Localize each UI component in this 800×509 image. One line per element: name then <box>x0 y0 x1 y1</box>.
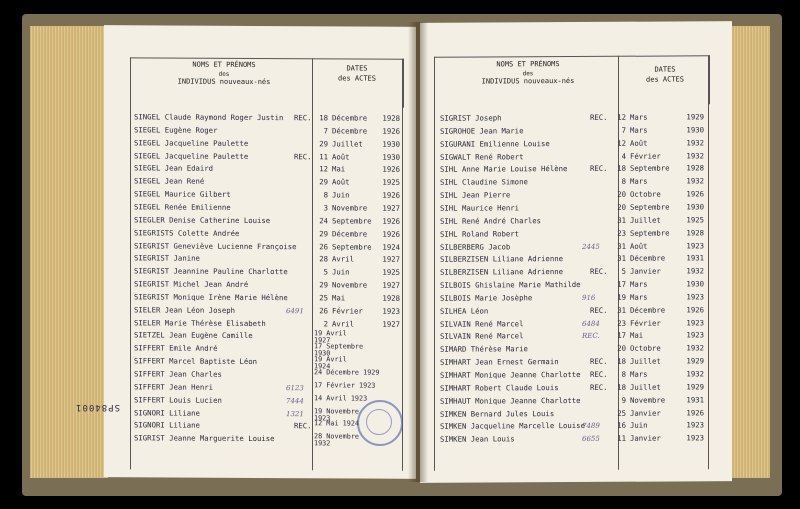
entry-date-line: 19 Novembre <box>314 406 360 416</box>
entry-row <box>440 150 710 163</box>
entry-row <box>134 124 404 137</box>
entry-row <box>440 291 710 304</box>
entry-name: SIMKEN Jacqueline Marcelle Louise <box>440 421 585 432</box>
entry-day: 29 <box>319 138 328 149</box>
entry-year: 1927 <box>382 319 400 329</box>
left-header-names-title: NOMS ET PRÉNOMS <box>192 60 256 69</box>
handwritten-annotation: 916 <box>582 293 596 302</box>
archive-stamp-icon <box>357 400 403 446</box>
entry-name: SIHL Claudine Simone <box>440 177 528 187</box>
entry-day: 18 <box>617 164 626 174</box>
left-header-dates-title: DATES <box>346 64 368 73</box>
entry-name: SIEGEL Eugène Roger <box>134 125 218 135</box>
entry-row <box>134 381 404 394</box>
entry-month: Août <box>332 177 350 187</box>
entry-date-line: 1923 <box>314 413 331 422</box>
entry-name: SIMHART Robert Claude Louis <box>440 382 559 393</box>
entry-month: Août <box>630 241 648 251</box>
entry-day: 5 <box>621 266 626 276</box>
entry-name: SIEGEL Jean Edaird <box>134 163 214 174</box>
entry-name: SIEGEL Maurice Gilbert <box>134 189 231 199</box>
entry-row <box>440 163 710 176</box>
entry-name: SIEGEL Jacqueline Paulette <box>134 138 249 148</box>
entry-name: SIMHART Jean Ernest Germain <box>440 357 559 367</box>
entry-name: SIHL René André Charles <box>440 215 542 226</box>
entry-year: 1925 <box>382 267 400 277</box>
entry-date-line: 1930 <box>314 349 331 358</box>
entry-name: SIEGEL Jacqueline Paulette <box>134 150 249 161</box>
left-header-des: des <box>218 70 230 78</box>
entry-name: SIETZEL Jean Eugène Camille <box>134 330 253 341</box>
entry-row <box>440 433 710 446</box>
entry-row <box>134 343 404 356</box>
entry-year: 1929 <box>686 356 704 366</box>
entry-year: 1932 <box>686 266 704 276</box>
right-column-rule-1 <box>434 57 435 471</box>
entry-row <box>134 317 404 330</box>
entry-row <box>440 253 710 266</box>
right-header-individus: INDIVIDUS nouveaux-nés <box>481 77 575 86</box>
entry-month: Mars <box>630 369 648 379</box>
entry-row <box>440 227 710 240</box>
entry-month: Février <box>630 318 661 328</box>
entry-day: 2 <box>323 318 328 328</box>
entry-year: 1932 <box>686 343 704 353</box>
entry-name: SIELER Marie Thérèse Elisabeth <box>134 317 266 328</box>
entry-name: SILVAIN René Marcel <box>440 331 524 342</box>
entry-year: 1923 <box>686 420 704 430</box>
entry-date-line: 1924 <box>314 362 331 371</box>
entry-year: 1927 <box>382 254 400 265</box>
handwritten-annotation: 6491 <box>286 306 304 315</box>
entry-name: SILBERBERG Jacob <box>440 241 511 252</box>
entry-row <box>440 330 710 343</box>
entry-name: SIFFERT Marcel Baptiste Léon <box>134 356 258 367</box>
entry-row <box>134 150 404 163</box>
entry-month: Mars <box>630 176 648 186</box>
entry-year: 1926 <box>382 216 400 226</box>
entry-month: Juin <box>630 421 648 431</box>
left-entries-list <box>134 111 404 448</box>
entry-name: SIGNORI Liliane <box>134 407 200 418</box>
entry-month: Février <box>332 306 363 316</box>
entry-name: SILBOIS Ghislaine Marie Mathilde <box>440 280 581 290</box>
entry-month: Janvier <box>630 266 661 276</box>
entry-row <box>134 240 404 253</box>
entry-day: 29 <box>319 280 328 290</box>
entry-name: SIGRIST Joseph <box>440 113 502 123</box>
entry-year: 1932 <box>686 150 704 160</box>
entry-month: Novembre <box>332 203 368 213</box>
entry-month: Décembre <box>332 113 368 123</box>
entry-rec-mark: REC. <box>590 356 608 367</box>
entry-rec-mark: REC. <box>590 112 608 122</box>
entry-name: SIMARD Thérèse Marie <box>440 344 528 355</box>
right-header-dates-title: DATES <box>654 65 676 74</box>
entry-date-line: 28 Novembre <box>314 432 360 441</box>
entry-month: Décembre <box>630 305 666 315</box>
entry-date-line: 17 Septembre <box>314 342 364 351</box>
entry-name: SIEGRIST Michel Jean André <box>134 279 249 289</box>
entry-year: 1926 <box>686 189 704 199</box>
entry-month: Décembre <box>630 253 666 264</box>
entry-year: 1923 <box>686 292 704 302</box>
entry-rec-mark: REC. <box>294 421 312 431</box>
entry-day: 28 <box>319 254 328 264</box>
entry-day: 18 <box>617 356 626 366</box>
entry-month: Septembre <box>630 163 670 174</box>
entry-date-line: 19 Avril <box>314 329 347 338</box>
entry-month: Octobre <box>630 189 661 199</box>
entry-month: Novembre <box>332 280 368 290</box>
handwritten-annotation: 7489 <box>582 422 600 431</box>
entry-day: 8 <box>621 176 626 187</box>
entry-day: 24 <box>319 216 328 226</box>
entry-row <box>134 291 404 304</box>
entry-row <box>440 343 710 356</box>
entry-row <box>134 368 404 381</box>
entry-rec-mark: REC. <box>590 369 608 379</box>
entry-day: 8 <box>323 190 328 200</box>
entry-year: 1930 <box>382 139 400 149</box>
entry-date-line: 12 Mai 1924 <box>314 419 360 428</box>
entry-year: 1926 <box>686 407 704 417</box>
entry-year: 1923 <box>686 240 704 250</box>
entry-name: SIGNORI Liliane <box>134 420 200 431</box>
entry-name: SIGURANI Emilienne Louise <box>440 138 550 149</box>
entry-name: SIFFERT Jean Henri <box>134 382 214 392</box>
entry-month: Juin <box>332 267 350 277</box>
entry-year: 1929 <box>686 382 704 392</box>
entry-name: SILVAIN René Marcel <box>440 318 524 329</box>
right-header-des: des <box>522 70 534 78</box>
entry-year: 1926 <box>382 190 400 200</box>
right-header-names-title: NOMS ET PRÉNOMS <box>496 60 560 69</box>
entry-year: 1923 <box>686 433 704 443</box>
entry-year: 1930 <box>686 125 704 135</box>
entry-day: 17 <box>617 279 626 289</box>
entry-name: SIMKEN Bernard Jules Louis <box>440 408 555 419</box>
entry-year: 1923 <box>382 306 400 316</box>
entry-name: SIEGRIST Geneviève Lucienne Françoise <box>134 240 297 251</box>
entry-day: 19 <box>617 292 626 302</box>
entry-year: 1931 <box>686 253 704 263</box>
entry-day: 23 <box>617 318 626 328</box>
entry-month: Mai <box>332 164 346 174</box>
entry-month: Juillet <box>630 382 661 392</box>
entry-month: Mai <box>332 293 346 303</box>
entry-day: 17 <box>617 331 626 341</box>
entry-rec-mark: REC. <box>590 382 608 392</box>
entry-day: 3 <box>323 203 328 213</box>
entry-month: Mars <box>630 112 648 122</box>
entry-day: 20 <box>617 344 626 354</box>
entry-month: Mars <box>630 292 648 302</box>
entry-day: 20 <box>617 202 626 212</box>
entry-name: SILBERZISEN Liliane Adrienne <box>440 267 564 277</box>
entry-month: Juin <box>332 190 350 200</box>
entry-year: 1930 <box>382 152 400 162</box>
entry-row <box>134 330 404 343</box>
entry-name: SIELER Jean Léon Joseph <box>134 305 236 315</box>
reference-number: SP84001 <box>75 402 120 412</box>
entry-name: SIEGRIST Janine <box>134 253 200 264</box>
entry-row <box>440 355 710 368</box>
left-column-rule-1 <box>130 57 131 469</box>
entry-row <box>134 137 404 150</box>
entry-name: SIMHART Monique Jeanne Charlotte <box>440 369 581 380</box>
entry-name: SIHL Roland Robert <box>440 228 520 239</box>
entry-row <box>440 214 710 227</box>
entry-year: 1926 <box>382 126 400 136</box>
entry-month: Avril <box>332 318 354 329</box>
entry-year: 1925 <box>686 215 704 225</box>
entry-month: Décembre <box>332 229 368 239</box>
entry-year: 1930 <box>686 279 704 289</box>
entry-day: 31 <box>617 305 626 315</box>
entry-row <box>440 381 710 394</box>
entry-row <box>134 266 404 279</box>
entry-date-line: 19 Avril <box>314 355 347 364</box>
entry-day: 4 <box>621 151 626 161</box>
entry-day: 31 <box>617 241 626 251</box>
entry-month: Septembre <box>332 241 372 252</box>
entry-rec-mark: REC. <box>294 113 312 123</box>
entry-date-line: 14 Avril 1923 <box>314 393 368 403</box>
entry-name: SIFFERT Emile André <box>134 343 218 354</box>
entry-day: 18 <box>617 382 626 392</box>
entry-row <box>440 304 710 317</box>
entry-name: SIEGRIST Monique Irène Marie Hélène <box>134 292 288 303</box>
entry-month: Mai <box>630 331 644 341</box>
entry-name: SILHEA Léon <box>440 306 489 316</box>
entry-year: 1927 <box>382 203 400 213</box>
entry-name: SIEGLER Denise Catherine Louise <box>134 215 271 225</box>
entry-row <box>134 227 404 240</box>
entry-year: 1927 <box>382 280 400 290</box>
entry-name: SIEGEL Renée Emilienne <box>134 202 231 212</box>
entry-year: 1928 <box>382 113 400 123</box>
entry-row <box>134 201 404 214</box>
entry-date-line: 1932 <box>314 439 331 448</box>
entry-day: 31 <box>617 254 626 264</box>
handwritten-annotation: 6484 <box>582 319 600 328</box>
entry-row <box>440 188 710 201</box>
entry-month: Avril <box>332 254 354 264</box>
entry-day: 29 <box>319 177 328 187</box>
entry-day: 12 <box>617 112 626 122</box>
entry-year: 1928 <box>686 163 704 173</box>
entry-day: 5 <box>323 267 328 277</box>
entry-row <box>440 317 710 330</box>
entry-row <box>440 420 710 433</box>
handwritten-annotation: 6123 <box>286 383 304 393</box>
entry-row <box>134 355 404 371</box>
entry-name: SIHL Jean Pierre <box>440 190 511 200</box>
entry-month: Décembre <box>332 126 368 136</box>
left-header-individus: INDIVIDUS nouveaux-nés <box>177 77 271 87</box>
entry-month: Mars <box>630 125 648 135</box>
entry-row <box>134 176 404 189</box>
handwritten-annotation: REC. <box>582 332 600 341</box>
entry-year: 1932 <box>686 138 704 148</box>
entry-row <box>134 304 404 317</box>
entry-row <box>440 137 710 150</box>
entry-year: 1932 <box>686 176 704 186</box>
entry-name: SILBOIS Marie Josèphe <box>440 293 533 303</box>
entry-name: SIHL Anne Marie Louise Hélène <box>440 164 568 175</box>
entry-name: SIHL Maurice Henri <box>440 203 520 213</box>
handwritten-annotation: 2445 <box>582 242 600 251</box>
entry-row <box>134 253 404 266</box>
entry-row <box>134 214 404 227</box>
right-page-edges <box>730 26 770 478</box>
entry-day: 9 <box>621 395 626 405</box>
entry-name: SIEGRISTS Colette Andrée <box>134 227 240 238</box>
entry-day: 25 <box>617 408 626 418</box>
entry-day: 11 <box>319 151 328 161</box>
right-header-des-actes: des ACTES <box>646 75 684 84</box>
entry-month: Juillet <box>630 215 661 225</box>
entry-day: 25 <box>319 293 328 303</box>
entry-year: 1928 <box>686 227 704 238</box>
entry-row <box>134 188 404 201</box>
entry-year: 1925 <box>382 177 400 187</box>
entry-row <box>440 240 710 253</box>
handwritten-annotation: 7444 <box>286 396 304 405</box>
book-gutter <box>408 22 428 482</box>
handwritten-annotation: 6655 <box>582 435 600 444</box>
entry-month: Novembre <box>630 395 666 405</box>
right-entries-list <box>440 111 710 444</box>
entry-rec-mark: REC. <box>590 305 608 315</box>
handwritten-annotation: 1321 <box>286 409 304 418</box>
entry-day: 26 <box>319 241 328 251</box>
entry-day: 7 <box>621 125 626 135</box>
entry-year: 1931 <box>686 395 704 405</box>
entry-year: 1930 <box>686 202 704 212</box>
entry-row <box>440 265 710 278</box>
entry-day: 7 <box>323 126 328 136</box>
entry-day: 12 <box>617 138 626 148</box>
left-header-des-actes: des ACTES <box>338 74 376 83</box>
entry-month: Janvier <box>630 433 661 443</box>
entry-year: 1923 <box>686 330 704 340</box>
entry-row <box>440 111 710 124</box>
entry-row <box>134 278 404 291</box>
entry-year: 1926 <box>686 305 704 315</box>
entry-month: Août <box>630 138 648 148</box>
entry-month: Mars <box>630 279 648 289</box>
entry-month: Septembre <box>630 228 670 238</box>
entry-name: SIMKEN Jean Louis <box>440 434 515 444</box>
entry-day: 8 <box>621 369 626 379</box>
entry-month: Juillet <box>332 139 363 149</box>
entry-row <box>440 176 710 189</box>
entry-name: SINGEL Claude Raymond Roger Justin <box>134 112 284 123</box>
entry-month: Juillet <box>630 356 661 366</box>
entry-date-line: 1927 <box>314 336 331 345</box>
entry-row <box>440 368 710 381</box>
entry-day: 20 <box>617 189 626 199</box>
entry-name: SIGWALT René Robert <box>440 151 524 162</box>
entry-day: 26 <box>319 306 328 316</box>
entry-name: SIFFERT Louis Lucien <box>134 395 222 405</box>
entry-name: SIMHAUT Monique Jeanne Charlotte <box>440 395 581 406</box>
entry-row <box>440 407 710 420</box>
entry-year: 1924 <box>382 242 400 252</box>
entry-year: 1926 <box>382 165 400 175</box>
entry-name: SIFFERT Jean Charles <box>134 369 222 379</box>
entry-date-line: 24 Décembre 1929 <box>314 368 380 377</box>
entry-month: Février <box>630 151 661 161</box>
entry-year: 1928 <box>382 293 400 303</box>
entry-name: SIEGRIST Jeannine Pauline Charlotte <box>134 266 288 277</box>
entry-month: Septembre <box>332 216 372 226</box>
entry-row <box>134 163 404 176</box>
entry-rec-mark: REC. <box>294 151 312 161</box>
entry-name: SILBERZISEN Liliane Adrienne <box>440 254 564 265</box>
entry-row <box>440 394 710 407</box>
entry-year: 1929 <box>686 112 704 122</box>
entry-month: Octobre <box>630 343 661 354</box>
entry-row <box>440 278 710 291</box>
entry-month: Janvier <box>630 408 661 418</box>
entry-year: 1926 <box>382 229 400 239</box>
entry-name: SIEGEL Jean René <box>134 176 205 186</box>
entry-row <box>440 124 710 137</box>
entry-day: 18 <box>319 113 328 123</box>
entry-date-line: 17 Février 1923 <box>314 381 376 390</box>
entry-year: 1923 <box>686 317 704 328</box>
entry-day: 29 <box>319 228 328 238</box>
entry-year: 1932 <box>686 369 704 379</box>
entry-month: Septembre <box>630 202 670 212</box>
entry-day: 12 <box>319 164 328 174</box>
entry-row <box>134 111 404 124</box>
entry-name: SIGRIST Jeanne Marguerite Louise <box>134 433 275 444</box>
entry-rec-mark: REC. <box>590 267 608 277</box>
entry-day: 23 <box>617 228 626 238</box>
entry-day: 16 <box>617 421 626 431</box>
entry-rec-mark: REC. <box>590 164 608 174</box>
entry-month: Août <box>332 151 350 162</box>
entry-day: 31 <box>617 215 626 225</box>
right-page <box>420 21 732 483</box>
entry-row <box>440 201 710 214</box>
entry-name: SIGROHOE Jean Marie <box>440 126 524 136</box>
entry-day: 11 <box>617 433 626 444</box>
